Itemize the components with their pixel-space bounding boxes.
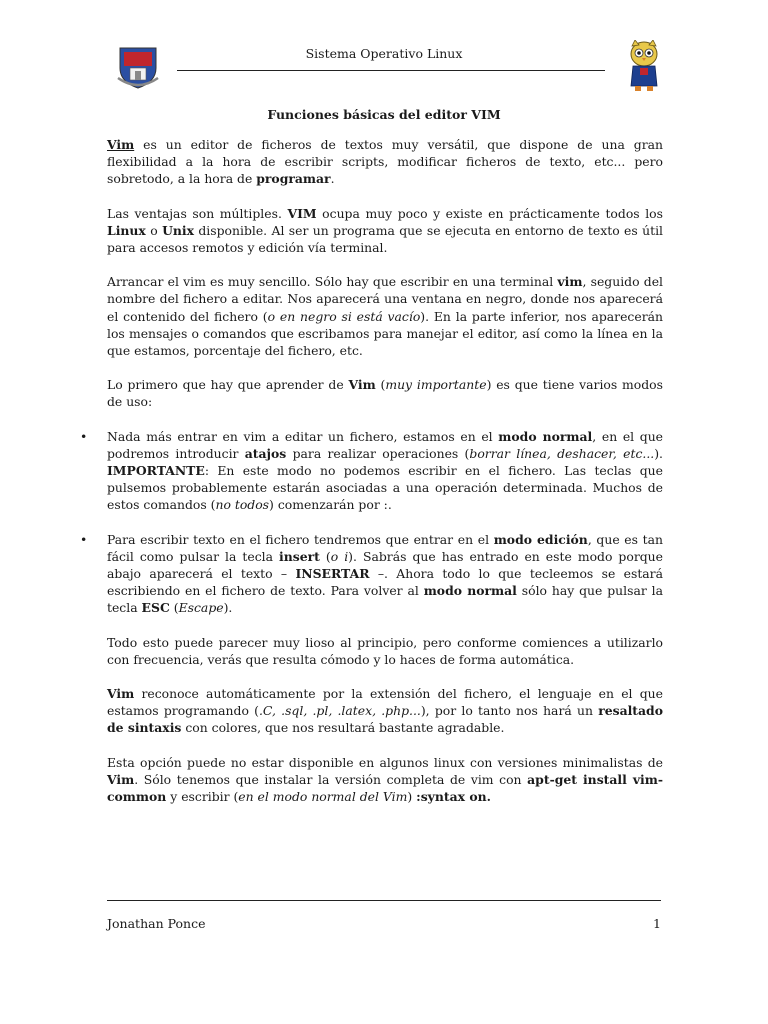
paragraph-modes-intro: Lo primero que hay que aprender de Vim (muy importante) es que tiene varios modos de uso:	[107, 377, 663, 410]
paragraph-install: Esta opción puede no estar disponible en algunos linux con versiones minimalistas de Vim. Sólo tenemos que instalar la versión completa de vim con apt-get install vim-common y escribir (en el modo normal del Vim) :syntax on.	[107, 754, 663, 805]
bullet-icon: •	[80, 428, 88, 444]
document-body	[80, 136, 664, 822]
footer-divider	[107, 900, 661, 901]
owl-mascot-logo	[627, 40, 661, 92]
paragraph-practice: Todo esto puede parecer muy lioso al principio, pero conforme comiences a utilizarlo con frecuencia, verás que resulta cómodo y lo haces de forma automática.	[107, 634, 663, 667]
list-item-edit-mode: • Para escribir texto en el fichero tendremos que entrar en el modo edición, que es tan fácil como pulsar la tecla insert (o i). Sabrás que has entrado en este modo porque abajo aparecerá el texto – INSERTAR –. Ahora todo lo que tecleemos se estará escribiendo en el fichero de texto. Para volver al modo normal sólo hay que pulsar la tecla ESC (Escape).	[80, 531, 663, 616]
paragraph-intro: Vim es un editor de ficheros de textos muy versátil, que dispone de una gran flexibilidad a la hora de escribir scripts, modificar ficheros de texto, etc... pero sobretodo, a la hora de programar.	[107, 137, 663, 187]
footer-author: Jonathan Ponce	[107, 916, 206, 931]
paragraph-advantages: Las ventajas son múltiples. VIM ocupa muy poco y existe en prácticamente todos los Linux o Unix disponible. Al ser un programa que se ejecuta en entorno de texto es útil para accesos remotos y edición vía terminal.	[107, 205, 664, 256]
page-number: 1	[653, 916, 661, 931]
bullet-icon: •	[80, 531, 88, 547]
document-title: Funciones básicas del editor VIM	[267, 107, 501, 122]
modes-list	[80, 428, 664, 617]
paragraph-start-vim: Arrancar el vim es muy sencillo. Sólo hay que escribir en una terminal vim, seguido del nombre del fichero a editar. Nos aparecerá una ventana en negro, donde nos aparecerá el contenido del fichero (o en negro si está vacío). En la parte inferior, nos aparecerán los mensajes o comandos que escribamos para manejar el editor, así como la línea en la que estamos, porcentaje del fichero, etc.	[107, 274, 663, 359]
list-item-normal-mode: • Nada más entrar en vim a editar un fichero, estamos en el modo normal, en el que podremos introducir atajos para realizar operaciones (borrar línea, deshacer, etc...). IMPORTANTE: En este modo no podemos escribir en el fichero. Las teclas que pulsemos probablemente estarán asociadas a una operación determinada. Muchos de estos comandos (no todos) comenzarán por :.	[80, 428, 664, 513]
paragraph-syntax-highlight: Vim reconoce automáticamente por la extensión del fichero, el lenguaje en el que estamos programando (.C, .sql, .pl, .latex, .php...), por lo tanto nos hará un resaltado de sintaxis con colores, que nos resultará bastante agradable.	[107, 686, 663, 736]
header-title: Sistema Operativo Linux	[305, 46, 463, 61]
header-divider	[177, 70, 605, 71]
